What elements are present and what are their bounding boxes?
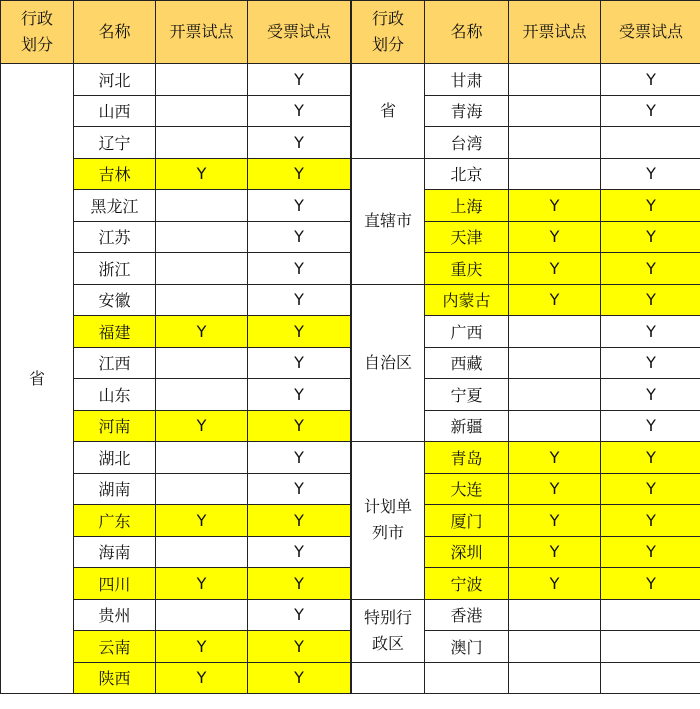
name-cell: 宁波 bbox=[425, 568, 509, 600]
receive-pilot-cell: Y bbox=[601, 379, 700, 411]
issue-pilot-cell bbox=[156, 284, 248, 316]
division-cell bbox=[352, 599, 425, 662]
receive-pilot-cell: Y bbox=[248, 662, 351, 694]
header-issue-pilot: 开票试点 bbox=[509, 1, 601, 64]
receive-pilot-cell: Y bbox=[248, 442, 351, 474]
receive-pilot-cell: Y bbox=[248, 410, 351, 442]
issue-pilot-cell bbox=[509, 316, 601, 348]
header-receive-pilot: 受票试点 bbox=[248, 1, 351, 64]
receive-pilot-cell: Y bbox=[601, 410, 700, 442]
issue-pilot-cell: Y bbox=[509, 190, 601, 222]
receive-pilot-cell: Y bbox=[248, 347, 351, 379]
receive-pilot-cell: Y bbox=[601, 95, 700, 127]
receive-pilot-cell: Y bbox=[248, 253, 351, 285]
name-cell: 福建 bbox=[74, 316, 156, 348]
left-table bbox=[0, 0, 351, 694]
empty-cell bbox=[509, 662, 601, 694]
issue-pilot-cell: Y bbox=[156, 316, 248, 348]
empty-row bbox=[352, 662, 700, 694]
receive-pilot-cell: Y bbox=[248, 95, 351, 127]
issue-pilot-cell bbox=[156, 347, 248, 379]
name-cell: 吉林 bbox=[74, 158, 156, 190]
issue-pilot-cell bbox=[156, 379, 248, 411]
header-division-line1: 行政 bbox=[371, 9, 404, 28]
receive-pilot-cell: Y bbox=[601, 347, 700, 379]
name-cell: 河北 bbox=[74, 64, 156, 96]
name-cell: 山东 bbox=[74, 379, 156, 411]
table-row bbox=[352, 442, 700, 474]
division-label-line1: 特别行 bbox=[363, 607, 412, 627]
issue-pilot-cell bbox=[156, 221, 248, 253]
receive-pilot-cell: Y bbox=[601, 253, 700, 285]
receive-pilot-cell: Y bbox=[601, 536, 700, 568]
name-cell: 黑龙江 bbox=[74, 190, 156, 222]
name-cell: 浙江 bbox=[74, 253, 156, 285]
name-cell: 青海 bbox=[425, 95, 509, 127]
receive-pilot-cell: Y bbox=[248, 379, 351, 411]
division-label-line1: 直辖市 bbox=[363, 211, 412, 230]
issue-pilot-cell bbox=[156, 64, 248, 96]
division-cell bbox=[352, 442, 425, 600]
name-cell: 大连 bbox=[425, 473, 509, 505]
receive-pilot-cell: Y bbox=[601, 64, 700, 96]
table-row bbox=[1, 64, 351, 96]
issue-pilot-cell: Y bbox=[156, 410, 248, 442]
issue-pilot-cell bbox=[509, 347, 601, 379]
table-row bbox=[352, 64, 700, 96]
receive-pilot-cell: Y bbox=[248, 631, 351, 663]
issue-pilot-cell bbox=[509, 599, 601, 631]
division-label-line1: 省 bbox=[379, 100, 396, 120]
division-cell bbox=[352, 158, 425, 284]
name-cell: 上海 bbox=[425, 190, 509, 222]
name-cell: 云南 bbox=[74, 631, 156, 663]
issue-pilot-cell: Y bbox=[156, 158, 248, 190]
name-cell: 台湾 bbox=[425, 127, 509, 159]
name-cell: 天津 bbox=[425, 221, 509, 253]
header-receive-pilot: 受票试点 bbox=[601, 1, 700, 64]
header-division-line2: 划分 bbox=[20, 35, 53, 54]
name-cell: 新疆 bbox=[425, 410, 509, 442]
receive-pilot-cell: Y bbox=[601, 568, 700, 600]
issue-pilot-cell: Y bbox=[509, 473, 601, 505]
header-row bbox=[1, 1, 351, 64]
header-name: 名称 bbox=[425, 1, 509, 64]
name-cell: 山西 bbox=[74, 95, 156, 127]
name-cell: 安徽 bbox=[74, 284, 156, 316]
issue-pilot-cell bbox=[156, 536, 248, 568]
receive-pilot-cell: Y bbox=[248, 473, 351, 505]
name-cell: 湖南 bbox=[74, 473, 156, 505]
division-label-line1: 自治区 bbox=[363, 352, 412, 372]
header-division bbox=[352, 1, 425, 64]
header-issue-pilot: 开票试点 bbox=[156, 1, 248, 64]
issue-pilot-cell bbox=[156, 253, 248, 285]
issue-pilot-cell bbox=[509, 158, 601, 190]
division-cell bbox=[352, 284, 425, 442]
issue-pilot-cell bbox=[509, 410, 601, 442]
receive-pilot-cell: Y bbox=[248, 599, 351, 631]
name-cell: 广西 bbox=[425, 316, 509, 348]
receive-pilot-cell: Y bbox=[248, 190, 351, 222]
empty-cell bbox=[425, 662, 509, 694]
name-cell: 江苏 bbox=[74, 221, 156, 253]
receive-pilot-cell: Y bbox=[601, 316, 700, 348]
receive-pilot-cell: Y bbox=[601, 221, 700, 253]
name-cell: 西藏 bbox=[425, 347, 509, 379]
issue-pilot-cell bbox=[509, 127, 601, 159]
table-row bbox=[352, 284, 700, 316]
header-division-line2: 划分 bbox=[371, 35, 404, 54]
name-cell: 澳门 bbox=[425, 631, 509, 663]
receive-pilot-cell bbox=[601, 599, 700, 631]
division-cell bbox=[352, 64, 425, 159]
receive-pilot-cell: Y bbox=[248, 316, 351, 348]
issue-pilot-cell: Y bbox=[509, 536, 601, 568]
name-cell: 厦门 bbox=[425, 505, 509, 537]
name-cell: 内蒙古 bbox=[425, 284, 509, 316]
receive-pilot-cell: Y bbox=[248, 158, 351, 190]
name-cell: 甘肃 bbox=[425, 64, 509, 96]
issue-pilot-cell bbox=[509, 95, 601, 127]
header-division-line1: 行政 bbox=[20, 9, 53, 28]
name-cell: 深圳 bbox=[425, 536, 509, 568]
name-cell: 广东 bbox=[74, 505, 156, 537]
name-cell: 四川 bbox=[74, 568, 156, 600]
header-division bbox=[1, 1, 74, 64]
header-row bbox=[352, 1, 700, 64]
empty-cell bbox=[352, 662, 425, 694]
receive-pilot-cell: Y bbox=[248, 127, 351, 159]
division-label-line2: 政区 bbox=[371, 633, 404, 653]
receive-pilot-cell: Y bbox=[601, 505, 700, 537]
issue-pilot-cell: Y bbox=[509, 284, 601, 316]
receive-pilot-cell: Y bbox=[248, 284, 351, 316]
name-cell: 河南 bbox=[74, 410, 156, 442]
issue-pilot-cell: Y bbox=[156, 568, 248, 600]
issue-pilot-cell bbox=[509, 379, 601, 411]
issue-pilot-cell: Y bbox=[156, 662, 248, 694]
division-label-line2: 列市 bbox=[371, 523, 404, 543]
name-cell: 海南 bbox=[74, 536, 156, 568]
right-table bbox=[351, 0, 700, 694]
receive-pilot-cell: Y bbox=[248, 536, 351, 568]
receive-pilot-cell: Y bbox=[601, 284, 700, 316]
name-cell: 贵州 bbox=[74, 599, 156, 631]
issue-pilot-cell bbox=[156, 473, 248, 505]
table-row bbox=[352, 599, 700, 631]
header-name: 名称 bbox=[74, 1, 156, 64]
name-cell: 重庆 bbox=[425, 253, 509, 285]
issue-pilot-cell bbox=[156, 599, 248, 631]
name-cell: 青岛 bbox=[425, 442, 509, 474]
receive-pilot-cell: Y bbox=[248, 568, 351, 600]
issue-pilot-cell bbox=[156, 442, 248, 474]
receive-pilot-cell: Y bbox=[601, 473, 700, 505]
name-cell: 江西 bbox=[74, 347, 156, 379]
receive-pilot-cell bbox=[601, 127, 700, 159]
table-row bbox=[352, 158, 700, 190]
issue-pilot-cell bbox=[509, 64, 601, 96]
issue-pilot-cell: Y bbox=[509, 221, 601, 253]
receive-pilot-cell: Y bbox=[601, 158, 700, 190]
issue-pilot-cell bbox=[156, 127, 248, 159]
division-label-line1: 计划单 bbox=[363, 497, 412, 517]
name-cell: 湖北 bbox=[74, 442, 156, 474]
issue-pilot-cell: Y bbox=[509, 505, 601, 537]
issue-pilot-cell: Y bbox=[156, 505, 248, 537]
name-cell: 辽宁 bbox=[74, 127, 156, 159]
division-cell: 省 bbox=[1, 64, 74, 694]
empty-cell bbox=[601, 662, 700, 694]
name-cell: 宁夏 bbox=[425, 379, 509, 411]
name-cell: 北京 bbox=[425, 158, 509, 190]
issue-pilot-cell: Y bbox=[509, 568, 601, 600]
issue-pilot-cell bbox=[156, 190, 248, 222]
issue-pilot-cell: Y bbox=[156, 631, 248, 663]
issue-pilot-cell bbox=[156, 95, 248, 127]
receive-pilot-cell: Y bbox=[248, 221, 351, 253]
receive-pilot-cell: Y bbox=[601, 190, 700, 222]
receive-pilot-cell bbox=[601, 631, 700, 663]
issue-pilot-cell bbox=[509, 631, 601, 663]
issue-pilot-cell: Y bbox=[509, 253, 601, 285]
receive-pilot-cell: Y bbox=[601, 442, 700, 474]
receive-pilot-cell: Y bbox=[248, 505, 351, 537]
issue-pilot-cell: Y bbox=[509, 442, 601, 474]
receive-pilot-cell: Y bbox=[248, 64, 351, 96]
name-cell: 香港 bbox=[425, 599, 509, 631]
name-cell: 陕西 bbox=[74, 662, 156, 694]
